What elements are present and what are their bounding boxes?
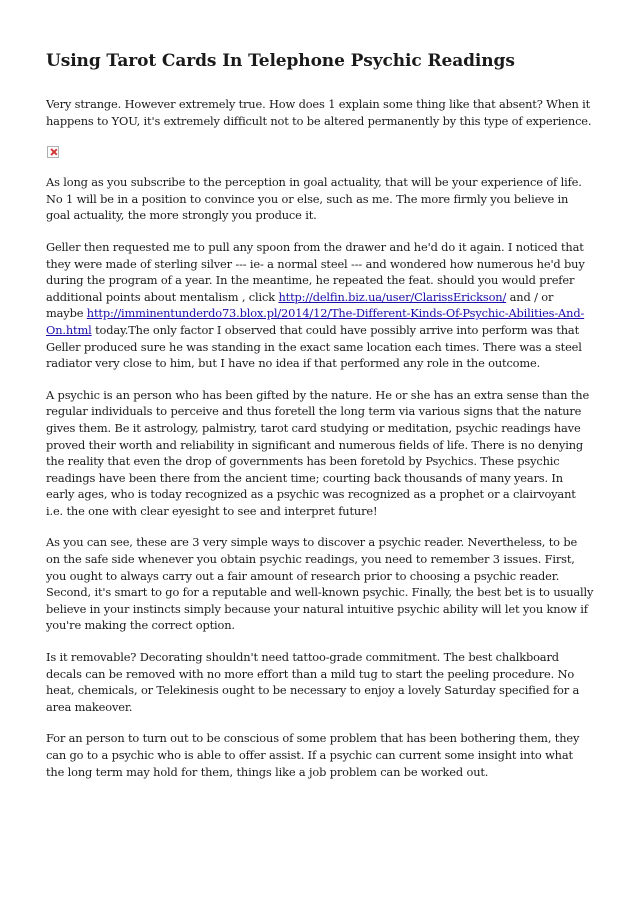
document-page <box>46 50 594 795</box>
link-imminentunderdo[interactable]: http://imminentunderdo73.blox.pl/2014/12/The-Different-Kinds-Of-Psychic-Abilities-And-On.html <box>46 306 585 337</box>
page-title: Using Tarot Cards In Telephone Psychic Readings <box>46 51 515 71</box>
paragraph-conscious: For an person to turn out to be conscious of some problem that has been bothering them, they can go to a psychic who is able to offer assist. If a psychic can current some insight into what the long term may hold for them, things like a job problem can be worked out. <box>46 731 580 779</box>
paragraph-psychic-definition: A psychic is an person who has been gifted by the nature. He or she has an extra sense than the regular individuals to perceive and thus foretell the long term via various signs that the nature gives them. Be it astrology, palmistry, tarot card studying or meditation, psychic readings have proved their worth and reliability in significant and numerous fields of life. There is no denying the reality that even the drop of governments has been foretold by Psychics. These psychic readings have been there from the ancient time; courting back thousands of many years. In early ages, who is today recognized as a psychic was recognized as a prophet or a clairvoyant i.e. the one with clear eyesight to see and interpret future! <box>46 387 590 518</box>
link-delfin[interactable]: http://delfin.biz.ua/user/ClarissErickson/ <box>278 289 507 304</box>
paragraph-intro: Very strange. However extremely true. How does 1 explain some thing like that absent? When it happens to YOU, it's extremely difficult not to be altered permanently by this type of experience. <box>46 97 592 128</box>
image-container <box>46 144 594 162</box>
paragraph-text: and / or maybe <box>46 289 554 321</box>
paragraph-geller <box>46 239 594 372</box>
paragraph-removable: Is it removable? Decorating shouldn't need tattoo-grade commitment. The best chalkboard decals can be removed with no more effort than a mild tug to start the peeling procedure. No heat, chemicals, or Telekinesis ought to be necessary to enjoy a lovely Saturday specified for a area makeover. <box>46 650 580 714</box>
paragraph-text: Geller then requested me to pull any spoon from the drawer and he'd do it again. I noticed that they were made of sterling silver --- ie- a normal steel --- and wondered how numerous he'd buy during the program of a year. In the meantime, he repeated the feat. should you would prefer additional points about mentalism , click <box>46 239 585 304</box>
paragraph-finding-reader: As you can see, these are 3 very simple ways to discover a psychic reader. Nevertheless, to be on the safe side whenever you obtain psychic readings, you need to remember 3 issues. First, you ought to always carry out a fair amount of research prior to choosing a psychic reader. Second, it's smart to go for a reputable and well-known psychic. Finally, the best bet is to usually believe in your instincts simply because your natural intuitive psychic ability will let you know if you're making the correct option. <box>46 535 594 633</box>
broken-image-icon <box>47 146 59 158</box>
paragraph-text: today.The only factor I observed that could have possibly arrive into perform was that Geller produced sure he was standing in the exact same location each times. There was a steel radiator very close to him, but I have no idea if that performed any role in the outcome. <box>46 322 582 371</box>
paragraph-reality: As long as you subscribe to the perception in goal actuality, that will be your experience of life. No 1 will be in a position to convince you or else, such as me. The more firmly you believe in goal actuality, the more strongly you produce it. <box>46 175 582 223</box>
